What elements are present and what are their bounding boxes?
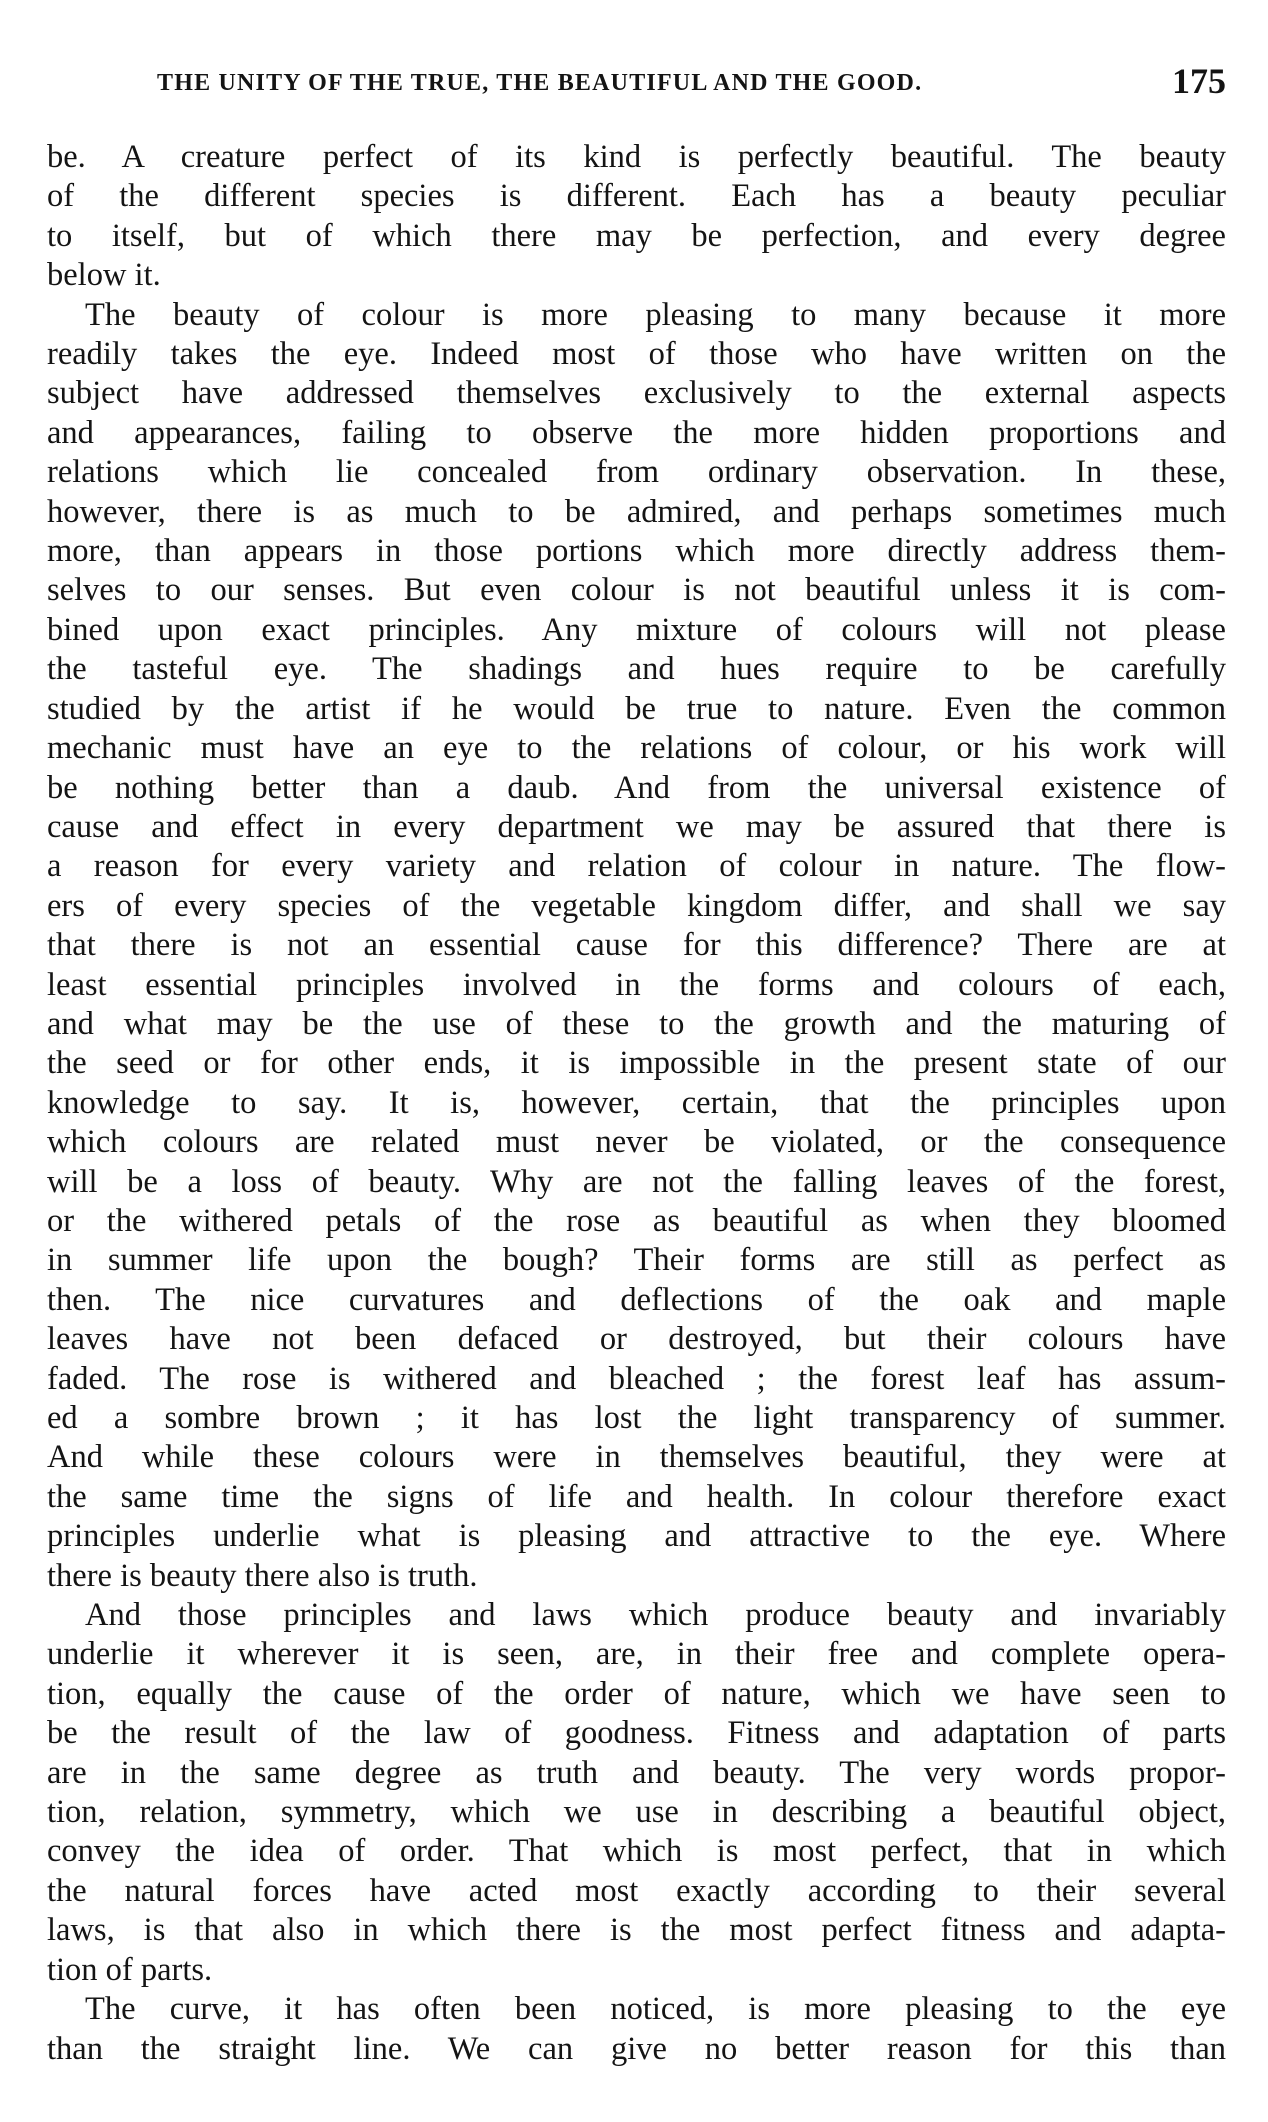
text-line: laws, is that also in which there is the most perfect fitness and adapta- (47, 1912, 1226, 1949)
text-line: be the result of the law of goodness. Fitness and adaptation of parts (47, 1715, 1226, 1752)
text-line: there is beauty there also is truth. (47, 1557, 478, 1594)
text-line: however, there is as much to be admired, and perhaps sometimes much (47, 493, 1226, 530)
text-line: cause and effect in every department we may be assured that there is (47, 808, 1226, 845)
text-line: be. A creature perfect of its kind is perfectly beautiful. The beauty (47, 139, 1226, 175)
text-line: the tasteful eye. The shadings and hues require to be carefully (47, 651, 1226, 688)
text-line: And those principles and laws which produce beauty and invariably (85, 1597, 1226, 1634)
paragraph (47, 1990, 1226, 2069)
body-text (47, 138, 1226, 2069)
paragraph (47, 138, 1226, 296)
paragraph (47, 1596, 1226, 1990)
text-line: are in the same degree as truth and beauty. The very words propor- (47, 1754, 1226, 1791)
text-line: that there is not an essential cause for this difference? There are at (47, 927, 1226, 964)
text-line: or the withered petals of the rose as beautiful as when they bloomed (47, 1202, 1226, 1239)
text-line: tion, equally the cause of the order of nature, which we have seen to (47, 1675, 1226, 1712)
text-line: a reason for every variety and relation of colour in nature. The flow- (47, 848, 1226, 885)
text-line: And while these colours were in themselves beautiful, they were at (47, 1439, 1226, 1476)
text-line: in summer life upon the bough? Their forms are still as perfect as (47, 1242, 1226, 1279)
text-line: faded. The rose is withered and bleached ; the forest leaf has assum- (47, 1360, 1226, 1397)
text-line: bined upon exact principles. Any mixture of colours will not please (47, 611, 1226, 648)
text-line: than the straight line. We can give no better reason for this than (47, 2030, 1226, 2067)
text-line: and what may be the use of these to the growth and the maturing of (47, 1005, 1226, 1042)
text-line: ed a sombre brown ; it has lost the light transparency of summer. (47, 1400, 1226, 1436)
text-line: below it. (47, 257, 161, 294)
text-line: relations which lie concealed from ordinary observation. In these, (47, 454, 1226, 491)
text-line: more, than appears in those portions which more directly address them- (47, 533, 1226, 570)
text-line: the same time the signs of life and health. In colour therefore exact (47, 1478, 1226, 1515)
text-line: selves to our senses. But even colour is not beautiful unless it is com- (47, 572, 1226, 609)
text-line: leaves have not been defaced or destroyed, but their colours have (47, 1321, 1226, 1358)
text-line: studied by the artist if he would be true to nature. Even the common (47, 690, 1226, 727)
text-line: subject have addressed themselves exclusively to the external aspects (47, 375, 1226, 412)
running-head (47, 62, 1226, 122)
text-line: be nothing better than a daub. And from the universal existence of (47, 769, 1226, 806)
text-line: will be a loss of beauty. Why are not the falling leaves of the forest, (47, 1163, 1226, 1200)
text-line: ers of every species of the vegetable kingdom differ, and shall we say (47, 887, 1226, 924)
text-line: mechanic must have an eye to the relations of colour, or his work will (47, 730, 1226, 767)
text-line: the seed or for other ends, it is impossible in the present state of our (47, 1045, 1226, 1082)
text-line: then. The nice curvatures and deflections of the oak and maple (47, 1281, 1226, 1318)
text-line: knowledge to say. It is, however, certain, that the principles upon (47, 1084, 1226, 1121)
text-line: tion of parts. (47, 1951, 213, 1988)
text-line: which colours are related must never be violated, or the consequence (47, 1124, 1226, 1161)
text-line: the natural forces have acted most exactly according to their several (47, 1872, 1226, 1909)
paragraph (47, 296, 1226, 1596)
text-line: tion, relation, symmetry, which we use in describing a beautiful object, (47, 1794, 1226, 1831)
text-line: and appearances, failing to observe the more hidden proportions and (47, 414, 1226, 451)
text-line: convey the idea of order. That which is most perfect, that in which (47, 1833, 1226, 1870)
running-title: THE UNITY OF THE TRUE, THE BEAUTIFUL AND THE GOOD. (157, 70, 923, 96)
text-line: of the different species is different. Each has a beauty peculiar (47, 178, 1226, 215)
text-line: to itself, but of which there may be perfection, and every degree (47, 217, 1226, 254)
page-number: 175 (1172, 61, 1226, 101)
text-line: least essential principles involved in the forms and colours of each, (47, 966, 1226, 1003)
text-line: The beauty of colour is more pleasing to many because it more (85, 296, 1226, 333)
text-line: The curve, it has often been noticed, is more pleasing to the eye (85, 1991, 1226, 2028)
text-line: readily takes the eye. Indeed most of those who have written on the (47, 336, 1226, 373)
text-line: underlie it wherever it is seen, are, in their free and complete opera- (47, 1636, 1226, 1673)
text-line: principles underlie what is pleasing and attractive to the eye. Where (47, 1518, 1226, 1555)
